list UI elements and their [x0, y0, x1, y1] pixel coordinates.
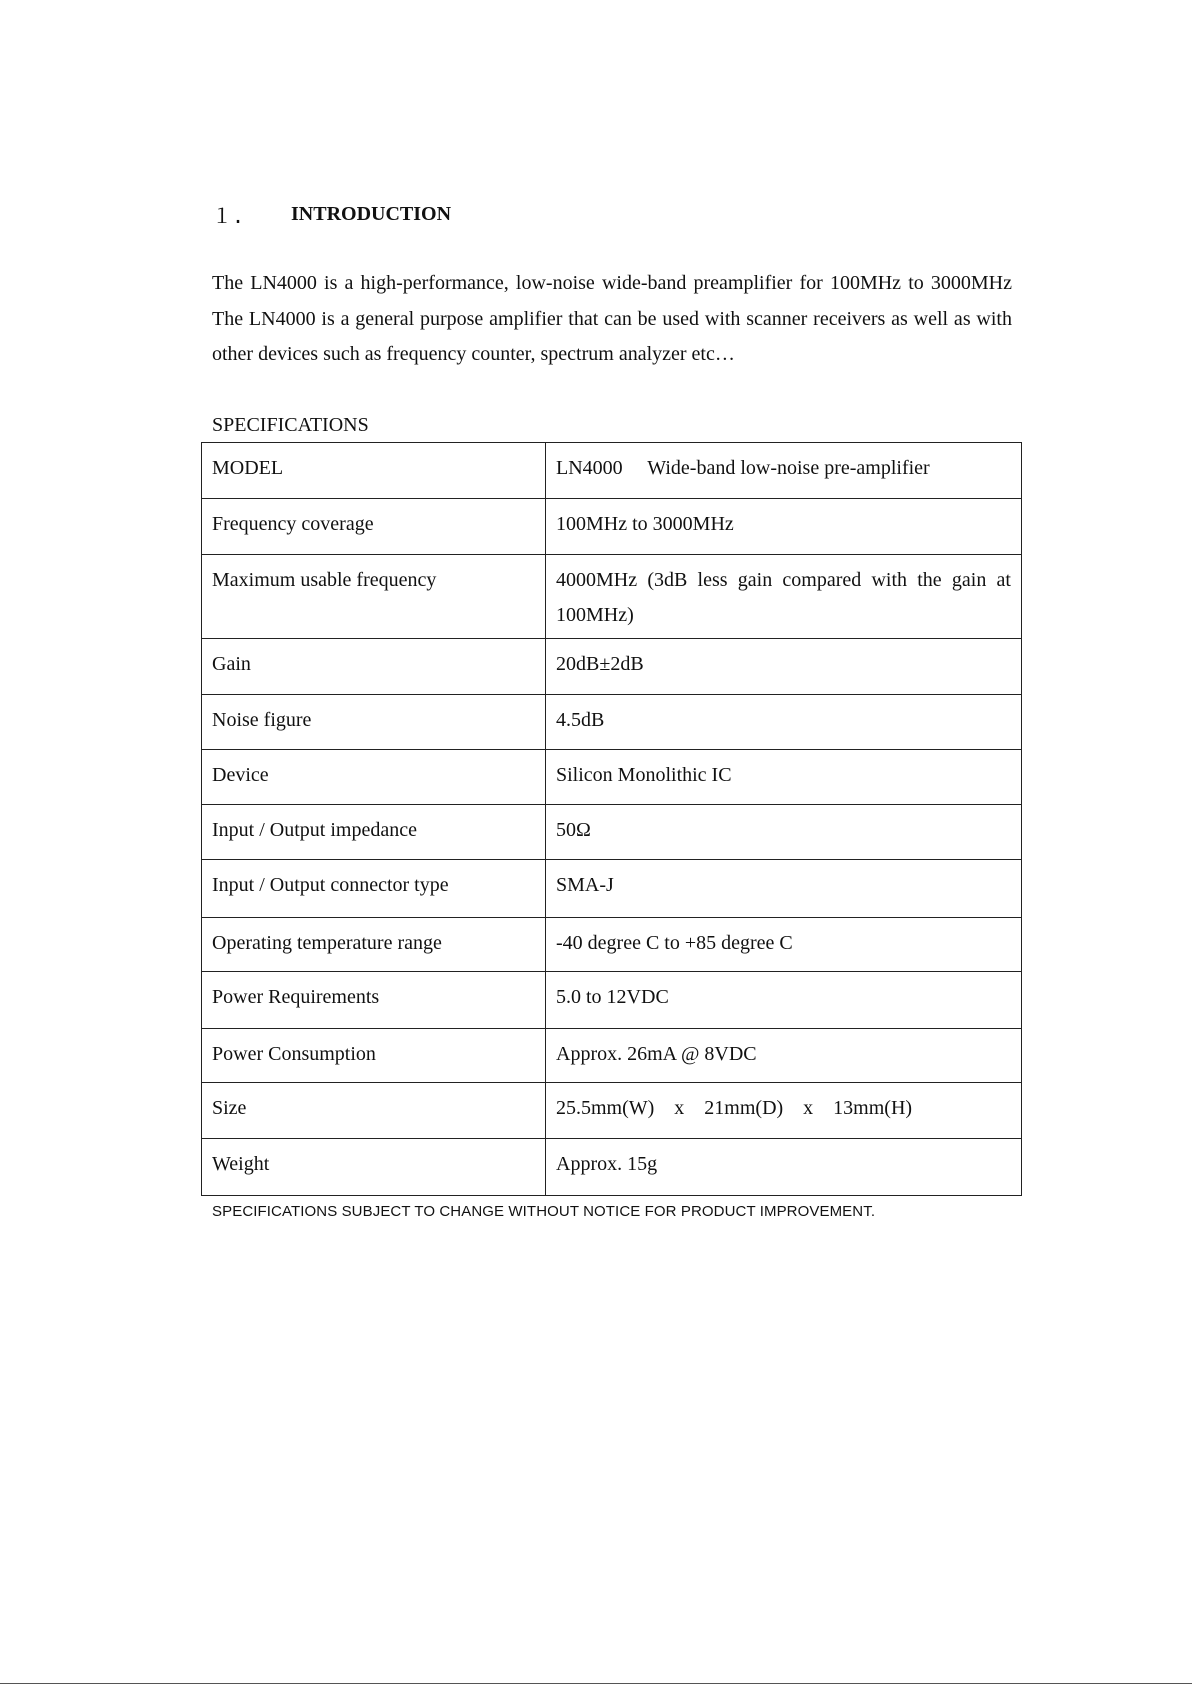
spec-name: MODEL — [202, 443, 546, 499]
page-bottom-rule — [0, 1683, 1192, 1684]
table-row — [202, 499, 1022, 555]
spec-name: Maximum usable frequency — [202, 555, 546, 639]
spec-value: 20dB±2dB — [546, 639, 1022, 695]
table-row — [202, 1083, 1022, 1139]
spec-name: Frequency coverage — [202, 499, 546, 555]
spec-value: -40 degree C to +85 degree C — [546, 918, 1022, 972]
specifications-table — [201, 442, 1022, 1196]
table-row — [202, 695, 1022, 750]
spec-name: Weight — [202, 1139, 546, 1196]
spec-name: Size — [202, 1083, 546, 1139]
table-row — [202, 1029, 1022, 1083]
spec-name: Noise figure — [202, 695, 546, 750]
table-row — [202, 750, 1022, 805]
table-row — [202, 918, 1022, 972]
spec-name: Gain — [202, 639, 546, 695]
spec-name: Input / Output connector type — [202, 860, 546, 918]
table-row — [202, 443, 1022, 499]
table-row — [202, 805, 1022, 860]
spec-value: Approx. 15g — [546, 1139, 1022, 1196]
spec-name: Operating temperature range — [202, 918, 546, 972]
spec-name: Device — [202, 750, 546, 805]
section-number: １. — [212, 203, 245, 228]
section-title: INTRODUCTION — [291, 202, 452, 225]
table-row — [202, 972, 1022, 1029]
spec-value: 4.5dB — [546, 695, 1022, 750]
table-row — [202, 1139, 1022, 1196]
table-row — [202, 639, 1022, 695]
spec-value: 4000MHz (3dB less gain compared with the gain at 100MHz) — [546, 555, 1022, 639]
spec-value: Silicon Monolithic IC — [546, 750, 1022, 805]
intro-paragraph: The LN4000 is a high-performance, low-noise wide-band preamplifier for 100MHz to 3000MHz The LN4000 is a general purpose amplifier that can be used with scanner receivers as well as with other devices such as frequency counter, spectrum analyzer etc… — [212, 272, 1012, 365]
spec-value: 25.5mm(W) x 21mm(D) x 13mm(H) — [546, 1083, 1022, 1139]
intro-text — [212, 266, 1012, 373]
spec-value: Approx. 26mA @ 8VDC — [546, 1029, 1022, 1083]
spec-name: Power Requirements — [202, 972, 546, 1029]
spec-value: LN4000 Wide-band low-noise pre-amplifier — [546, 443, 1022, 499]
spec-name: Power Consumption — [202, 1029, 546, 1083]
specifications-footnote: SPECIFICATIONS SUBJECT TO CHANGE WITHOUT NOTICE FOR PRODUCT IMPROVEMENT. — [212, 1203, 876, 1220]
spec-name: Input / Output impedance — [202, 805, 546, 860]
spec-value: 50Ω — [546, 805, 1022, 860]
table-row — [202, 555, 1022, 639]
section-heading — [212, 200, 451, 228]
spec-value: 100MHz to 3000MHz — [546, 499, 1022, 555]
specifications-label: SPECIFICATIONS — [212, 414, 369, 436]
spec-value: 5.0 to 12VDC — [546, 972, 1022, 1029]
table-row — [202, 860, 1022, 918]
spec-value: SMA-J — [546, 860, 1022, 918]
